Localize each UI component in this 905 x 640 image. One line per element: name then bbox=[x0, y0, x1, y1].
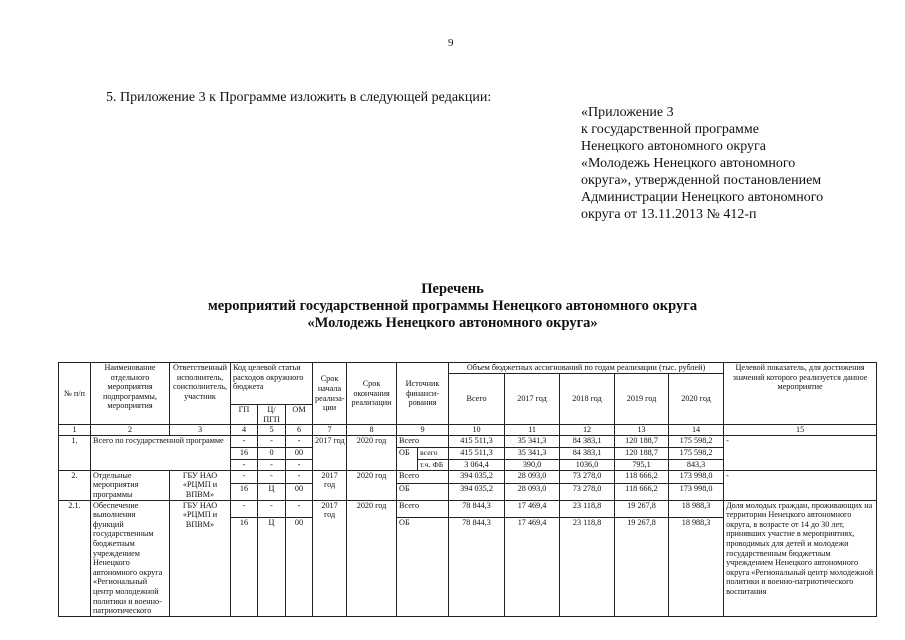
row-2019: 19 267,8 bbox=[615, 518, 669, 617]
appendix-line: Ненецкого автономного округа bbox=[581, 139, 766, 154]
row-total: 3 064,4 bbox=[449, 459, 505, 470]
appendix-header bbox=[581, 104, 823, 223]
row-2020: 18 988,3 bbox=[669, 518, 724, 617]
row-2018: 84 383,1 bbox=[560, 447, 615, 459]
row-2017: 35 341,3 bbox=[505, 435, 560, 447]
row-num: 2. bbox=[59, 470, 91, 500]
code-cpgp: Ц bbox=[258, 484, 286, 500]
row-name: Обеспечение выполнения функций государственным бюджетным учреждением Ненецкого автономного округа «Региональный центр молодежной политики и военно-патриотического bbox=[91, 500, 170, 616]
code-cpgp: 0 bbox=[258, 447, 286, 459]
row-2018: 73 278,0 bbox=[560, 470, 615, 483]
row-total: 78 844,3 bbox=[449, 500, 505, 518]
row-target: - bbox=[724, 470, 877, 500]
col-number: 9 bbox=[397, 425, 449, 436]
row-2019: 120 188,7 bbox=[615, 447, 669, 459]
code-om: - bbox=[286, 435, 313, 447]
title-line: Перечень bbox=[421, 281, 484, 297]
row-2019: 795,1 bbox=[615, 459, 669, 470]
row-source: ОБ bbox=[397, 518, 449, 617]
row-source: Всего bbox=[397, 500, 449, 518]
header-total: Всего bbox=[449, 374, 505, 425]
row-2019: 120 188,7 bbox=[615, 435, 669, 447]
code-gp: - bbox=[231, 470, 258, 483]
header-cpgp: Ц/ПГП bbox=[258, 405, 286, 425]
appendix-line: «Молодежь Ненецкого автономного bbox=[581, 156, 796, 171]
header-name: Наименование отдельного мероприятия подпрограммы, мероприятия bbox=[91, 363, 170, 425]
col-number: 5 bbox=[258, 425, 286, 436]
row-2020: 173 998,0 bbox=[669, 484, 724, 500]
code-om: - bbox=[286, 459, 313, 470]
row-responsible: ГБУ НАО «РЦМП и ВПВМ» bbox=[170, 470, 231, 500]
row-total: 415 511,3 bbox=[449, 447, 505, 459]
row-start: 2017 год bbox=[313, 435, 347, 470]
row-source: ОБ bbox=[397, 447, 418, 470]
col-number: 11 bbox=[505, 425, 560, 436]
code-om: - bbox=[286, 470, 313, 483]
header-code: Код целевой статьи расходов окружного бюджета bbox=[231, 363, 313, 405]
row-subsource: т.ч. ФБ bbox=[418, 459, 449, 470]
row-start: 2017 год bbox=[313, 470, 347, 500]
appendix-line: Администрации Ненецкого автономного bbox=[581, 190, 824, 205]
row-responsible: ГБУ НАО «РЦМП и ВПВМ» bbox=[170, 500, 231, 616]
row-end: 2020 год bbox=[347, 435, 397, 470]
document-title bbox=[0, 281, 905, 332]
header-2018: 2018 год bbox=[560, 374, 615, 425]
row-source: ОБ bbox=[397, 484, 449, 500]
row-2018: 84 383,1 bbox=[560, 435, 615, 447]
col-number: 12 bbox=[560, 425, 615, 436]
header-volume: Объем бюджетных ассигнований по годам реализации (тыс. рублей) bbox=[449, 363, 724, 374]
col-number: 3 bbox=[170, 425, 231, 436]
title-line: мероприятий государственной программы Ненецкого автономного округа bbox=[207, 298, 698, 314]
row-2019: 19 267,8 bbox=[615, 500, 669, 518]
code-om: 00 bbox=[286, 447, 313, 459]
appendix-line: к государственной программе bbox=[581, 122, 759, 137]
header-2020: 2020 год bbox=[669, 374, 724, 425]
code-cpgp: - bbox=[258, 459, 286, 470]
header-2017: 2017 год bbox=[505, 374, 560, 425]
row-source: Всего bbox=[397, 470, 449, 483]
page-number: 9 bbox=[448, 37, 454, 49]
row-name: Отдельные мероприятия программы bbox=[91, 470, 170, 500]
row-2020: 173 998,0 bbox=[669, 470, 724, 483]
row-2018: 23 118,8 bbox=[560, 518, 615, 617]
col-number: 13 bbox=[615, 425, 669, 436]
header-start: Срок начала реализа-ции bbox=[313, 363, 347, 425]
code-gp: - bbox=[231, 500, 258, 518]
code-om: 00 bbox=[286, 484, 313, 500]
appendix-line: округа от 13.11.2013 № 412-п bbox=[581, 207, 757, 222]
row-2017: 28 093,0 bbox=[505, 470, 560, 483]
col-number: 1 bbox=[59, 425, 91, 436]
row-end: 2020 год bbox=[347, 470, 397, 500]
row-num: 2.1. bbox=[59, 500, 91, 616]
row-2018: 23 118,8 bbox=[560, 500, 615, 518]
row-target: - bbox=[724, 435, 877, 470]
row-2020: 18 988,3 bbox=[669, 500, 724, 518]
title-line: «Молодежь Ненецкого автономного округа» bbox=[307, 315, 598, 331]
header-gp: ГП bbox=[231, 405, 258, 425]
row-end: 2020 год bbox=[347, 500, 397, 616]
col-number: 2 bbox=[91, 425, 170, 436]
code-cpgp: - bbox=[258, 500, 286, 518]
code-gp: 16 bbox=[231, 484, 258, 500]
row-total: 78 844,3 bbox=[449, 518, 505, 617]
row-target: Доля молодых граждан, проживающих на территории Ненецкого автономного округа, в возрасте от 14 до 30 лет, принявших участие в мероприятиях, проводимых для детей и молодежи государственным бюджетным учреждением Ненецкого автономного округа «Региональный центр молодежной политики и военно-патриотического воспитания bbox=[724, 500, 877, 616]
col-number: 10 bbox=[449, 425, 505, 436]
code-om: 00 bbox=[286, 518, 313, 617]
row-2019: 118 666,2 bbox=[615, 484, 669, 500]
row-2017: 35 341,3 bbox=[505, 447, 560, 459]
intro-text: 5. Приложение 3 к Программе изложить в следующей редакции: bbox=[106, 90, 492, 105]
header-target: Целевой показатель, для достижения значений которого реализуется данное мероприятие bbox=[724, 363, 877, 425]
row-2017: 17 469,4 bbox=[505, 500, 560, 518]
header-num: № п/п bbox=[59, 363, 91, 425]
row-source: Всего bbox=[397, 435, 449, 447]
code-gp: 16 bbox=[231, 447, 258, 459]
code-gp: - bbox=[231, 435, 258, 447]
row-2020: 175 598,2 bbox=[669, 447, 724, 459]
row-total: 394 035,2 bbox=[449, 484, 505, 500]
row-2020: 175 598,2 bbox=[669, 435, 724, 447]
code-gp: 16 bbox=[231, 518, 258, 617]
row-subsource: всего bbox=[418, 447, 449, 459]
code-cpgp: - bbox=[258, 435, 286, 447]
row-2017: 390,0 bbox=[505, 459, 560, 470]
col-number: 8 bbox=[347, 425, 397, 436]
appendix-line: «Приложение 3 bbox=[581, 105, 674, 120]
row-2020: 843,3 bbox=[669, 459, 724, 470]
col-number: 6 bbox=[286, 425, 313, 436]
header-source: Источник финанси-рования bbox=[397, 363, 449, 425]
header-om: ОМ bbox=[286, 405, 313, 425]
col-number: 14 bbox=[669, 425, 724, 436]
code-gp: - bbox=[231, 459, 258, 470]
row-start: 2017 год bbox=[313, 500, 347, 616]
measures-table bbox=[58, 362, 877, 617]
row-num: 1. bbox=[59, 435, 91, 470]
header-responsible: Ответственный исполнитель, соисполнитель, участник bbox=[170, 363, 231, 425]
row-total: 394 035,2 bbox=[449, 470, 505, 483]
row-total: 415 511,3 bbox=[449, 435, 505, 447]
col-number: 7 bbox=[313, 425, 347, 436]
row-2017: 17 469,4 bbox=[505, 518, 560, 617]
col-number: 4 bbox=[231, 425, 258, 436]
col-number: 15 bbox=[724, 425, 877, 436]
row-2018: 73 278,0 bbox=[560, 484, 615, 500]
row-2018: 1036,0 bbox=[560, 459, 615, 470]
code-cpgp: - bbox=[258, 470, 286, 483]
row-2017: 28 093,0 bbox=[505, 484, 560, 500]
header-2019: 2019 год bbox=[615, 374, 669, 425]
row-name: Всего по государственной программе bbox=[91, 435, 231, 470]
header-end: Срок окончания реализации bbox=[347, 363, 397, 425]
row-2019: 118 666,2 bbox=[615, 470, 669, 483]
code-om: - bbox=[286, 500, 313, 518]
appendix-line: округа», утвержденной постановлением bbox=[581, 173, 822, 188]
code-cpgp: Ц bbox=[258, 518, 286, 617]
